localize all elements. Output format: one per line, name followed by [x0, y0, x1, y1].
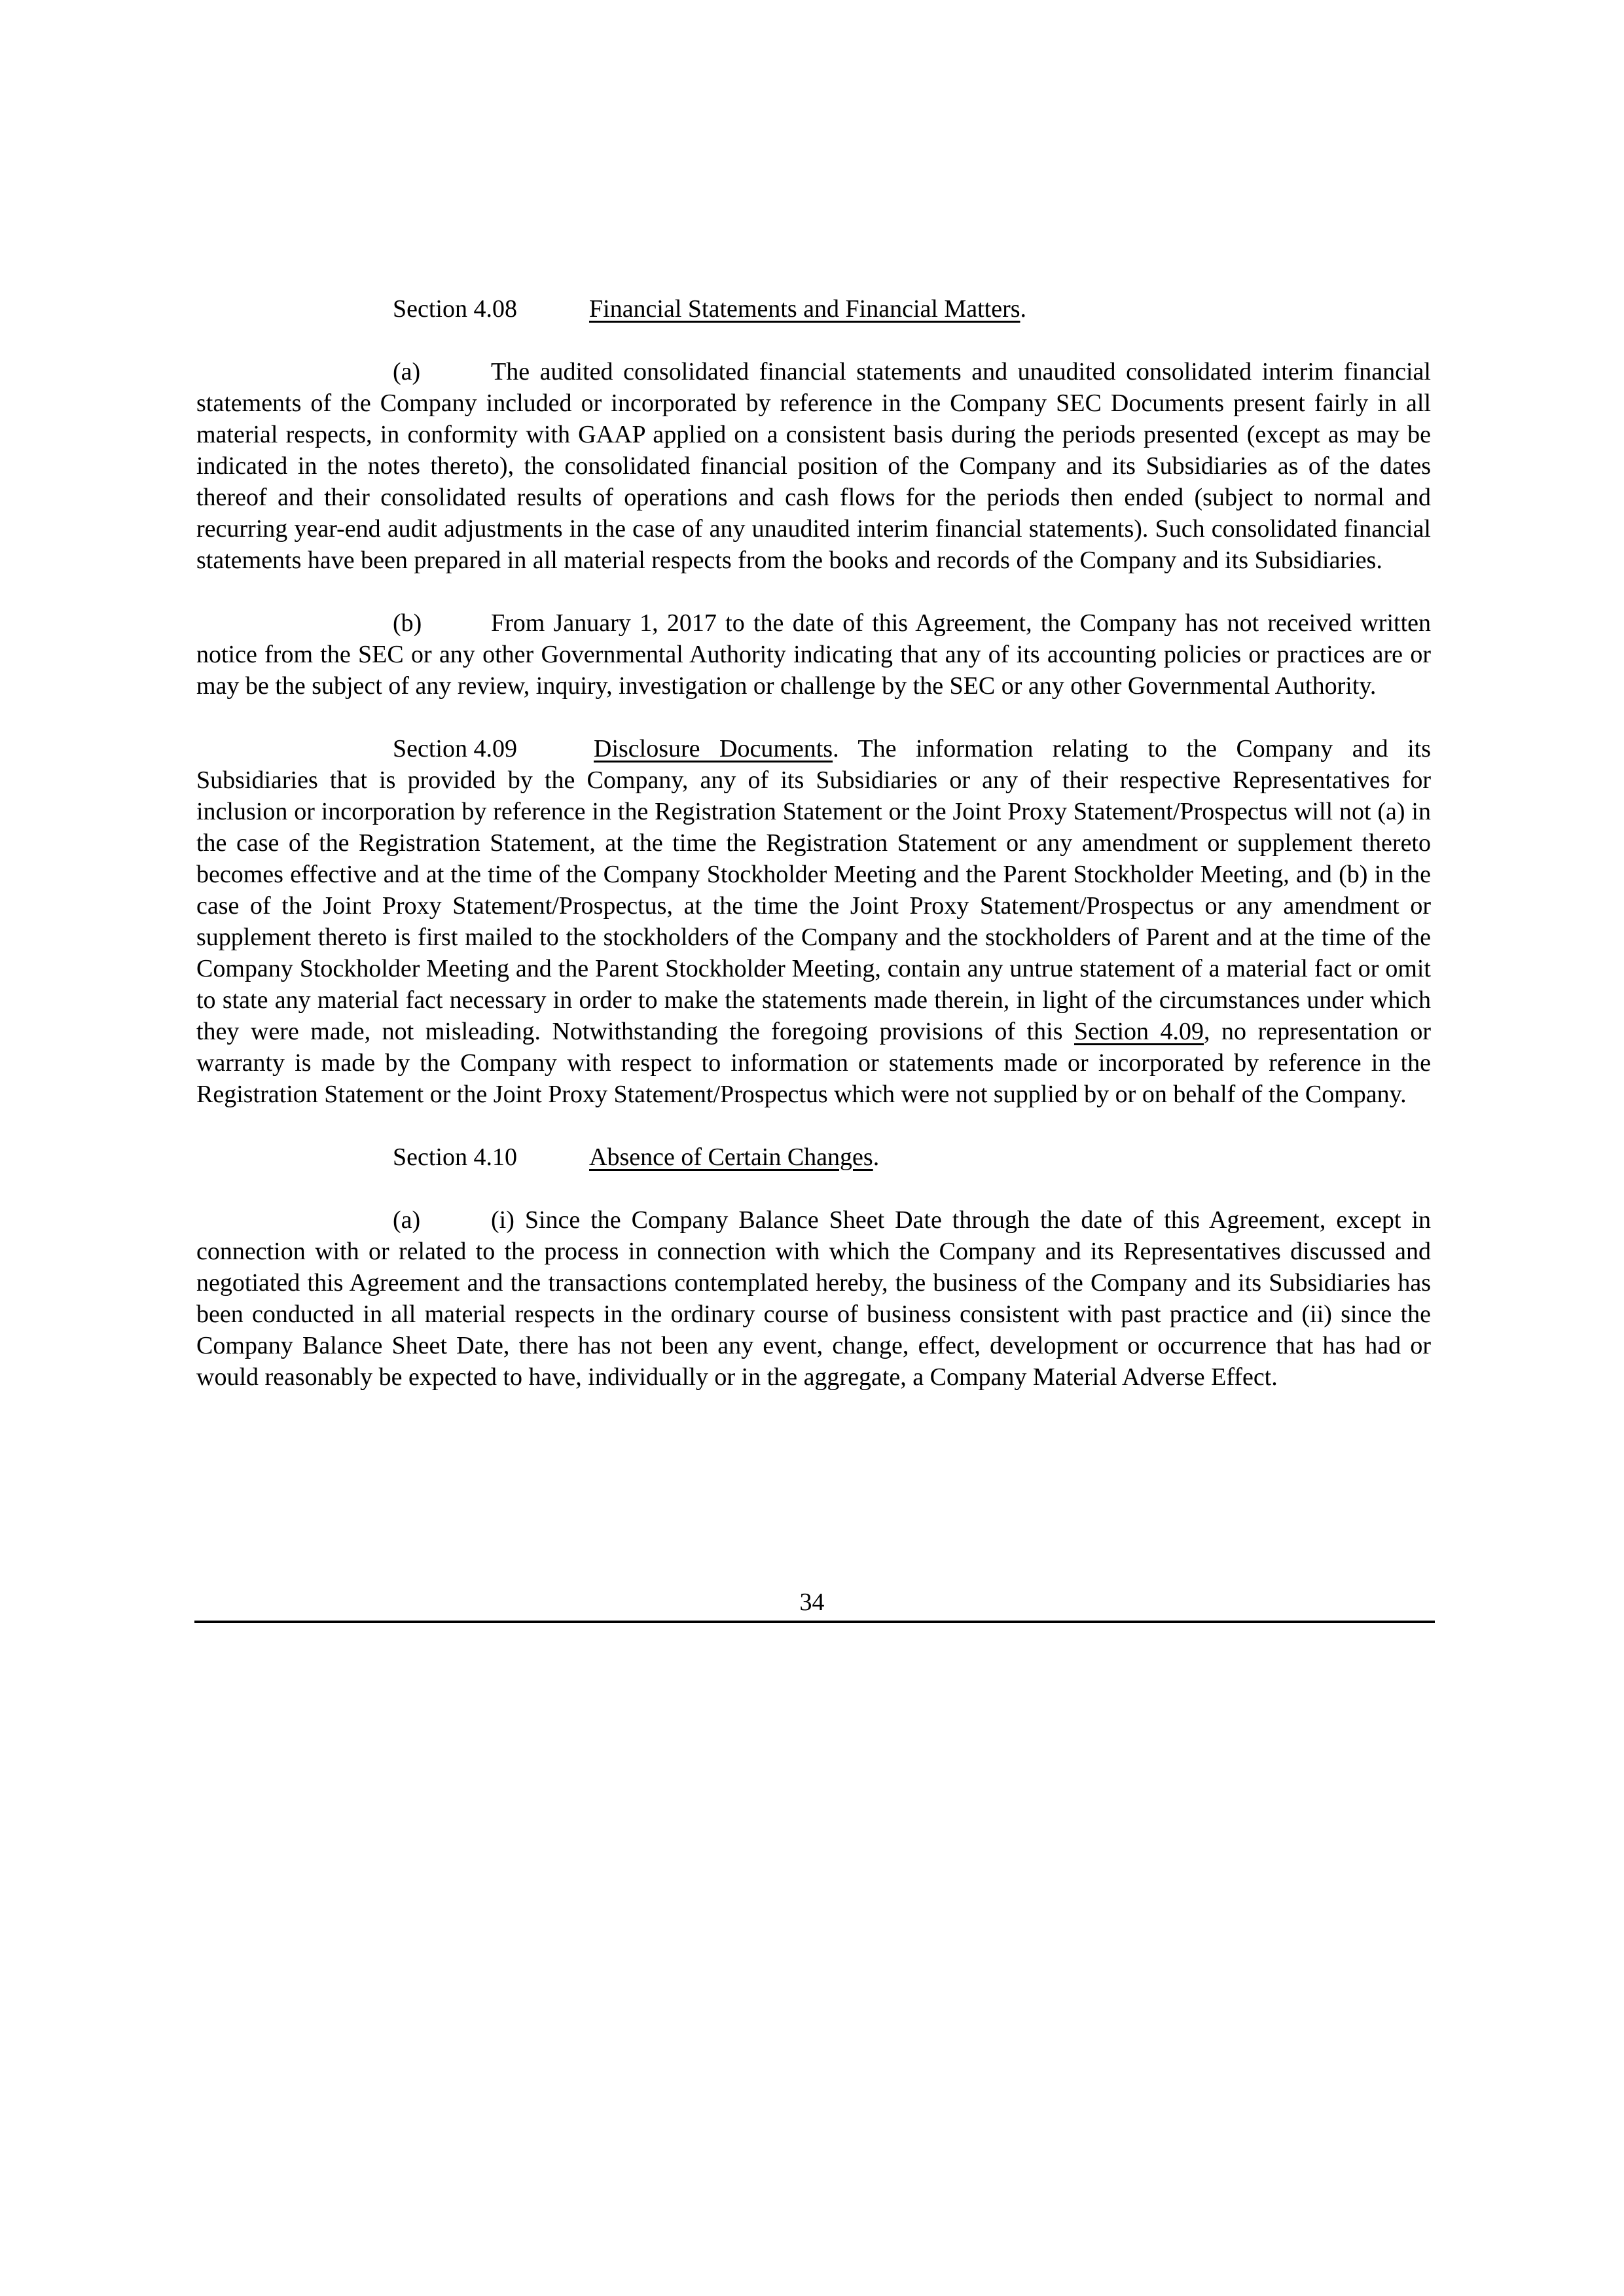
paragraph-marker: (a)	[393, 1206, 421, 1234]
paragraph-marker: (a)	[393, 358, 421, 386]
section-4-08-heading	[196, 293, 1431, 325]
paragraph-marker: (b)	[393, 609, 422, 637]
section-4-08-paragraph-b	[196, 607, 1431, 702]
section-4-10-paragraph-a	[196, 1204, 1431, 1393]
section-cross-reference: Section 4.09	[1074, 1018, 1204, 1045]
page-number: 34	[799, 1588, 825, 1616]
section-4-10-heading	[196, 1141, 1431, 1173]
section-4-09-title: Disclosure Documents	[594, 735, 833, 762]
section-4-10-number: Section 4.10	[393, 1143, 517, 1171]
section-4-09-number: Section 4.09	[393, 735, 517, 762]
section-4-10-title-period: .	[873, 1143, 880, 1171]
section-4-08-title-period: .	[1020, 295, 1027, 323]
section-4-10-title: Absence of Certain Changes	[589, 1143, 873, 1171]
section-4-08-number: Section 4.08	[393, 295, 517, 323]
paragraph-text: From January 1, 2017 to the date of this Agreement, the Company has not received written notice from the SEC or any other Governmental Authority indicating that any of its accounting policies or practices are or may be the subject of any review, inquiry, investigation or challenge by the SEC or any other Governmental Authority.	[196, 609, 1431, 700]
document-body	[196, 293, 1431, 1424]
section-4-09-paragraph	[196, 733, 1431, 1110]
paragraph-text-continued: , no representation or warranty is made by the Company with respect to information or statements made or incorporated by reference in the Registration Statement or the Joint Proxy Statement/Prospectus which were not supplied by or on behalf of the Company.	[196, 1018, 1431, 1108]
footer-rule	[194, 1621, 1435, 1623]
paragraph-text: . The information relating to the Company and its Subsidiaries that is provided by the Company, any of its Subsidiaries or any of their respective Representatives for inclusion or incorporation by reference in the Registration Statement or the Joint Proxy Statement/Prospectus will not (a) in the case of the Registration Statement, at the time the Registration Statement or any amendment or supplement thereto becomes effective and at the time of the Company Stockholder Meeting and the Parent Stockholder Meeting, and (b) in the case of the Joint Proxy Statement/Prospectus, at the time the Joint Proxy Statement/Prospectus or any amendment or supplement thereto is first mailed to the stockholders of the Company and the stockholders of Parent and at the time of the Company Stockholder Meeting and the Parent Stockholder Meeting, contain any untrue statement of a material fact or omit to state any material fact necessary in order to make the statements made therein, in light of the circumstances under which they were made, not misleading. Notwithstanding the foregoing provisions of this	[196, 735, 1431, 1045]
section-4-08-title: Financial Statements and Financial Matters	[589, 295, 1020, 323]
paragraph-text: The audited consolidated financial statements and unaudited consolidated interim financial statements of the Company included or incorporated by reference in the Company SEC Documents present fairly in all material respects, in conformity with GAAP applied on a consistent basis during the periods presented (except as may be indicated in the notes thereto), the consolidated financial position of the Company and its Subsidiaries as of the dates thereof and their consolidated results of operations and cash flows for the periods then ended (subject to normal and recurring year-end audit adjustments in the case of any unaudited interim financial statements). Such consolidated financial statements have been prepared in all material respects from the books and records of the Company and its Subsidiaries.	[196, 358, 1431, 574]
section-4-08-paragraph-a	[196, 356, 1431, 576]
paragraph-text: (i) Since the Company Balance Sheet Date through the date of this Agreement, except in connection with or related to the process in connection with which the Company and its Representatives discussed and negotiated this Agreement and the transactions contemplated hereby, the business of the Company and its Subsidiaries has been conducted in all material respects in the ordinary course of business consistent with past practice and (ii) since the Company Balance Sheet Date, there has not been any event, change, effect, development or occurrence that has had or would reasonably be expected to have, individually or in the aggregate, a Company Material Adverse Effect.	[196, 1206, 1431, 1391]
